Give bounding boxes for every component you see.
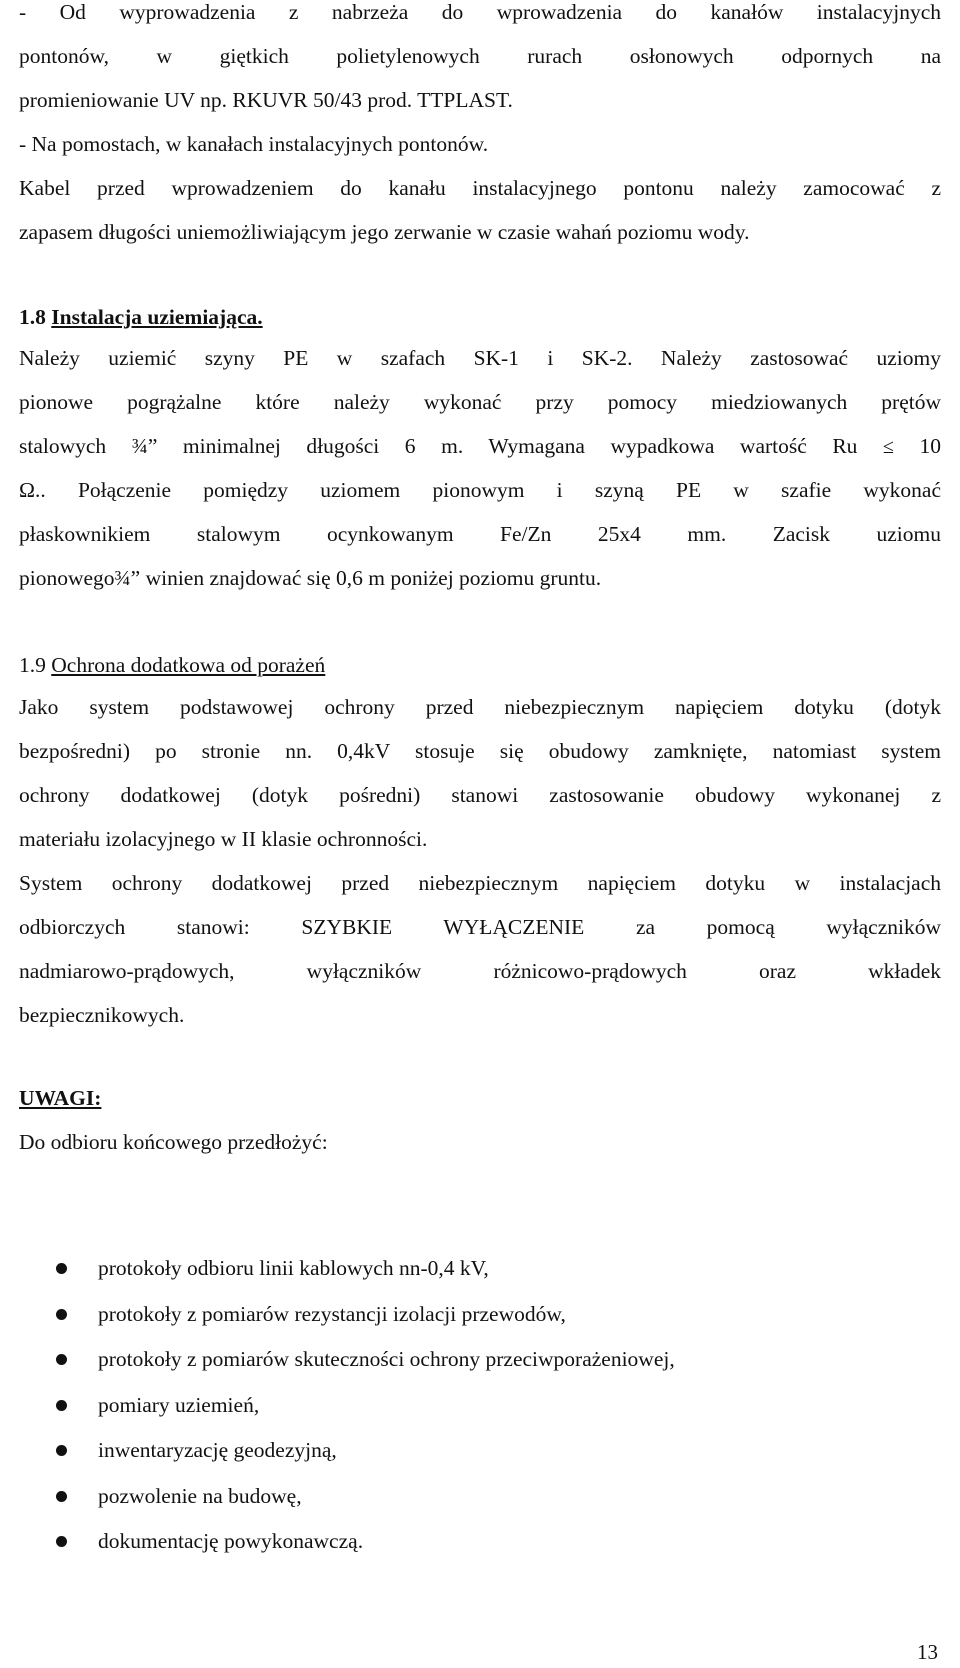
s18-line-3-value: 10 <box>893 434 941 458</box>
s19-line-4: materiału izolacyjnego w II klasie ochronności. <box>19 827 428 851</box>
list-item <box>0 1246 960 1292</box>
uwagi-list <box>0 1246 960 1565</box>
section-1-8-body <box>19 336 941 600</box>
list-item-text: pozwolenie na budowę, <box>98 1483 302 1508</box>
section-1-8-number: 1.8 <box>19 305 52 329</box>
list-item <box>0 1337 960 1383</box>
s18-line-5: płaskownikiem stalowym ocynkowanym Fe/Zn 25x4 mm. Zacisk uziomu <box>19 522 941 546</box>
s19-line-8: bezpiecznikowych. <box>19 1003 185 1027</box>
section-1-8 <box>19 295 941 339</box>
s19-line-7: nadmiarowo-prądowych, wyłączników różnicowo-prądowych oraz wkładek <box>19 959 941 983</box>
list-item <box>0 1474 960 1520</box>
intro-line-1: - Od wyprowadzenia z nabrzeża do wprowadzenia do kanałów instalacyjnych <box>19 0 941 24</box>
s19-line-5: System ochrony dodatkowej przed niebezpiecznym napięciem dotyku w instalacjach <box>19 871 941 895</box>
intro-line-5: Kabel przed wprowadzeniem do kanału instalacyjnego pontonu należy zamocować z <box>19 176 941 200</box>
s18-line-3-text: stalowych ¾” minimalnej długości 6 m. Wymagana wypadkowa wartość Ru <box>19 434 883 458</box>
section-1-9 <box>19 643 941 687</box>
uwagi-section <box>19 1076 941 1164</box>
bullet-icon <box>56 1536 67 1547</box>
s18-line-1: Należy uziemić szyny PE w szafach SK-1 i SK-2. Należy zastosować uziomy <box>19 346 941 370</box>
s19-line-6: odbiorczych stanowi: SZYBKIE WYŁĄCZENIE za pomocą wyłączników <box>19 915 941 939</box>
s19-line-3: ochrony dodatkowej (dotyk pośredni) stanowi zastosowanie obudowy wykonanej z <box>19 783 941 807</box>
less-equal-symbol: ≤ <box>882 436 894 458</box>
bullet-icon <box>56 1491 67 1502</box>
intro-line-3: promieniowanie UV np. RKUVR 50/43 prod. TTPLAST. <box>19 88 513 112</box>
s18-line-4: Ω.. Połączenie pomiędzy uziomem pionowym i szyną PE w szafie wykonać <box>19 478 941 502</box>
list-item <box>0 1519 960 1565</box>
intro-line-6: zapasem długości uniemożliwiającym jego zerwanie w czasie wahań poziomu wody. <box>19 220 750 244</box>
s18-line-2: pionowe pogrążalne które należy wykonać przy pomocy miedziowanych prętów <box>19 390 941 414</box>
list-item-text: pomiary uziemień, <box>98 1392 260 1417</box>
intro-line-2: pontonów, w giętkich polietylenowych rurach osłonowych odpornych na <box>19 44 941 68</box>
bullet-icon <box>56 1400 67 1411</box>
section-1-9-body <box>19 685 941 1037</box>
bullet-icon <box>56 1445 67 1456</box>
list-item-text: inwentaryzację geodezyjną, <box>98 1438 337 1462</box>
list-item <box>0 1428 960 1474</box>
s18-line-6: pionowego¾” winien znajdować się 0,6 m poniżej poziomu gruntu. <box>19 566 602 590</box>
intro-paragraph <box>19 0 941 254</box>
uwagi-heading: UWAGI: <box>19 1086 102 1110</box>
s19-line-2: bezpośredni) po stronie nn. 0,4kV stosuje się obudowy zamknięte, natomiast system <box>19 739 941 763</box>
bullet-icon <box>56 1309 67 1320</box>
list-item-text: protokoły odbioru linii kablowych nn-0,4 kV, <box>98 1256 489 1280</box>
section-1-9-number: 1.9 <box>19 653 52 677</box>
list-item <box>0 1292 960 1338</box>
list-item-text: dokumentację powykonawczą. <box>98 1529 364 1553</box>
section-1-9-heading <box>19 643 941 687</box>
list-item-text: protokoły z pomiarów rezystancji izolacji przewodów, <box>98 1301 566 1326</box>
s18-line-3 <box>19 424 941 468</box>
list-item-text: protokoły z pomiarów skuteczności ochrony przeciwporażeniowej, <box>98 1347 675 1371</box>
page-number: 13 <box>917 1640 938 1664</box>
intro-line-4: - Na pomostach, w kanałach instalacyjnych pontonów. <box>19 132 489 156</box>
section-1-8-title: Instalacja uziemiająca. <box>51 305 263 329</box>
section-1-9-title: Ochrona dodatkowa od porażeń <box>51 653 326 677</box>
bullet-icon <box>56 1354 67 1365</box>
uwagi-intro: Do odbioru końcowego przedłożyć: <box>19 1130 328 1154</box>
section-1-8-heading <box>19 295 941 339</box>
s19-line-1: Jako system podstawowej ochrony przed niebezpiecznym napięciem dotyku (dotyk <box>19 695 941 719</box>
list-item <box>0 1383 960 1429</box>
bullet-icon <box>56 1263 67 1274</box>
